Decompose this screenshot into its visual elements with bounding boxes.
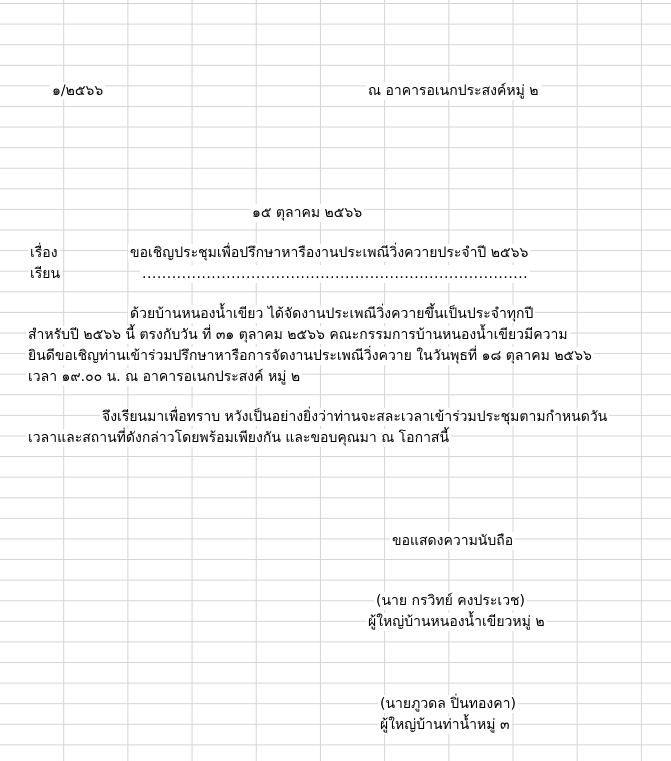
signatory-name: (นาย กรวิทย์ คงประเวช) [376,593,526,609]
subject-text: ขอเชิญประชุมเพื่อปรึกษาหารืองานประเพณีวิ่งควายประจำปี ๒๕๖๖ [130,245,529,261]
body-line: เวลา ๑๙.๐๐ น. ณ อาคารอเนกประสงค์ หมู่ ๒ [28,369,301,385]
recipient-label: เรียน [30,266,61,282]
signatory-title: ผู้ใหญ่บ้านท่าน้ำหมู่ ๓ [380,717,510,733]
recipient-placeholder: .............................................................................. [142,266,529,282]
body-line: ยินดีขอเชิญท่านเข้าร่วมปรึกษาหารือการจัดงานประเพณีวิ่งควาย ในวันพุธที่ ๑๘ ตุลาคม ๒๕๖๖ [28,348,592,364]
meeting-location: ณ อาคารอเนกประสงค์หมู่ ๒ [368,83,539,99]
body-line: จึงเรียนมาเพื่อทราบ หวังเป็นอย่างยิ่งว่าท่านจะสละเวลาเข้าร่วมประชุมตามกำหนดวัน [102,409,608,425]
body-line: ด้วยบ้านหนองน้ำเขียว ได้จัดงานประเพณีวิ่งควายขึ้นเป็นประจำทุกปี [130,306,534,322]
closing-text: ขอแสดงความนับถือ [392,533,514,549]
body-line: สำหรับปี ๒๕๖๖ นี้ ตรงกับวัน ที่ ๓๑ ตุลาคม ๒๕๖๖ คณะกรรมการบ้านหนองน้ำเขียวมีความ [28,327,568,343]
letter-date: ๑๕ ตุลาคม ๒๕๖๖ [252,205,363,221]
signatory-name: (นายภูวดล ปิ่นทองคา) [380,696,516,712]
signatory-title: ผู้ใหญ่บ้านหนองน้ำเขียวหมู่ ๒ [368,614,545,630]
document-number: ๑/๒๕๖๖ [52,83,104,99]
subject-label: เรื่อง [30,245,58,261]
body-line: เวลาและสถานที่ดังกล่าวโดยพร้อมเพียงกัน และขอบคุณมา ณ โอกาสนี้ [28,430,450,446]
